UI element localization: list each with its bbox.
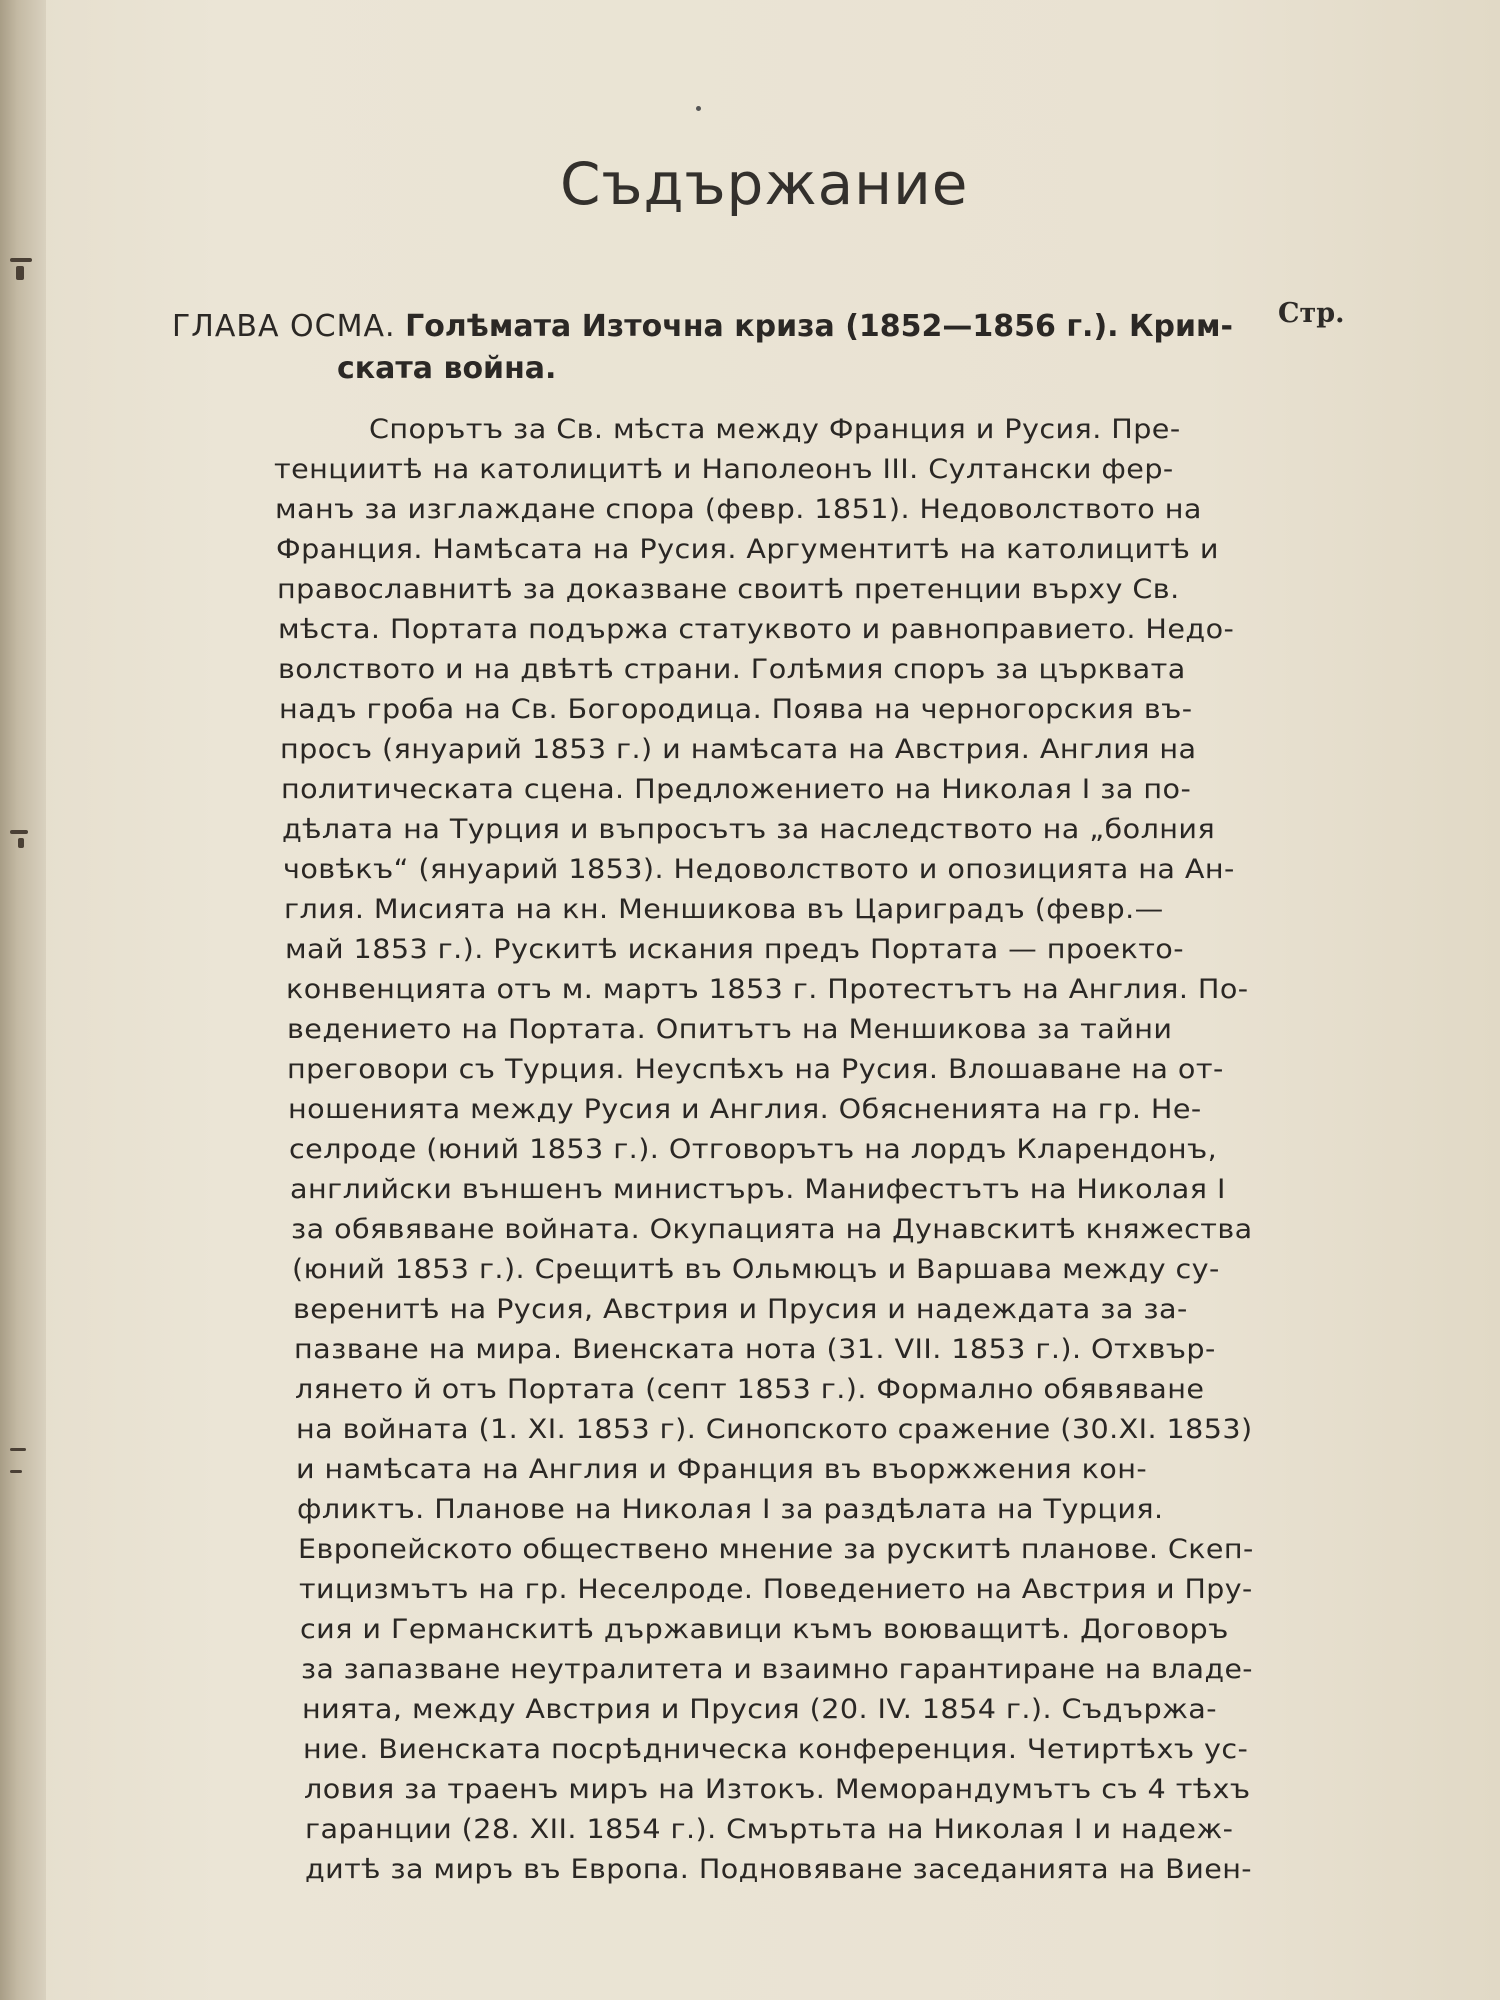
summary-line: и намѣсата на Англия и Франция въ въоржжения кон- [296, 1454, 1148, 1485]
ink-dot [696, 106, 701, 111]
summary-line: надъ гроба на Св. Богородица. Поява на черногорския въ- [279, 694, 1193, 725]
summary-line: лянето й отъ Портата (септ 1853 г.). Формално обявяване [295, 1374, 1205, 1405]
summary-line: човѣкъ“ (януарий 1853). Недоволството и опозицията на Ан- [283, 854, 1235, 885]
chapter-label: ГЛАВА ОСМА. [172, 309, 396, 344]
chapter-title-continuation: ската война. [337, 351, 557, 386]
summary-line: конвенцията отъ м. мартъ 1853 г. Протестътъ на Англия. По- [286, 974, 1249, 1005]
summary-line: мѣста. Портата подържа статуквото и равноправието. Недо- [278, 614, 1235, 645]
summary-line: английски външенъ министъръ. Манифестътъ на Николая I [290, 1174, 1226, 1205]
summary-line: веренитѣ на Русия, Австрия и Прусия и надеждата за за- [293, 1294, 1188, 1325]
summary-line: за запазване неутралитета и взаимно гарантиране на владе- [301, 1654, 1253, 1685]
chapter-summary [273, 410, 1273, 1890]
summary-line: нията, между Австрия и Прусия (20. IV. 1854 г.). Съдържа- [302, 1694, 1218, 1725]
summary-line: фликтъ. Планове на Николая I за раздѣлата на Турция. [297, 1494, 1164, 1525]
summary-line: на войната (1. XI. 1853 г). Синопското сражение (30.XI. 1853) [296, 1414, 1253, 1445]
summary-line: тенциитѣ на католицитѣ и Наполеонъ III. Султански фер- [274, 454, 1174, 485]
summary-line: Спорътъ за Св. мѣста между Франция и Русия. Пре- [369, 414, 1181, 445]
page-number-column-label: Стр. [1278, 298, 1345, 329]
summary-line: ведението на Портата. Опитътъ на Меншикова за тайни [287, 1014, 1173, 1045]
summary-line: ловия за траенъ миръ на Изтокъ. Меморандумътъ съ 4 тѣхъ [304, 1774, 1251, 1805]
summary-line: ношенията между Русия и Англия. Обясненията на гр. Не- [288, 1094, 1202, 1125]
summary-line: просъ (януарий 1853 г.) и намѣсата на Австрия. Англия на [280, 734, 1197, 765]
summary-line: дитѣ за миръ въ Европа. Подновяване заседанията на Виен- [305, 1854, 1253, 1885]
summary-line: (юний 1853 г.). Срещитѣ въ Ольмюцъ и Варшава между су- [292, 1254, 1220, 1285]
summary-line: православнитѣ за доказване своитѣ претенции върху Св. [277, 574, 1180, 605]
summary-line: май 1853 г.). Рускитѣ искания предъ Портата — проекто- [285, 934, 1185, 965]
summary-line: Европейското обществено мнение за рускитѣ планове. Скеп- [298, 1534, 1254, 1565]
summary-line: гаранции (28. XII. 1854 г.). Смъртьта на Николая I и надеж- [305, 1814, 1234, 1845]
summary-line: селроде (юний 1853 г.). Отговорътъ на лордъ Кларендонъ, [289, 1134, 1218, 1165]
summary-line: сия и Германскитѣ държавици къмъ воюващитѣ. Договоръ [300, 1614, 1229, 1645]
summary-line: преговори съ Турция. Неуспѣхъ на Русия. Влошаване на от- [287, 1054, 1224, 1085]
summary-line: манъ за изглаждане спора (февр. 1851). Недоволството на [275, 494, 1202, 525]
summary-line: глия. Мисията на кн. Меншикова въ Цариградъ (февр.— [284, 894, 1164, 925]
summary-line: за обявяване войната. Окупацията на Дунавскитѣ княжества [291, 1214, 1253, 1245]
summary-line: дѣлата на Турция и въпросътъ за наследството на „болния [282, 814, 1216, 845]
chapter-heading [172, 306, 1272, 390]
summary-line: тицизмътъ на гр. Неселроде. Поведението на Австрия и Пру- [299, 1574, 1253, 1605]
page-title: Съдържание [560, 150, 969, 218]
summary-line: ние. Виенската посрѣдническа конференция. Четиртѣхъ ус- [303, 1734, 1249, 1765]
page-gutter [0, 0, 46, 2000]
summary-line: пазване на мира. Виенската нота (31. VII. 1853 г.). Отхвър- [294, 1334, 1216, 1365]
summary-line: волството и на двѣтѣ страни. Голѣмия споръ за църквата [278, 654, 1186, 685]
summary-line: политическата сцена. Предложението на Николая I за по- [281, 774, 1192, 805]
chapter-title: Голѣмата Източна криза (1852—1856 г.). Крим- [405, 309, 1233, 344]
summary-line: Франция. Намѣсата на Русия. Аргументитѣ на католицитѣ и [276, 534, 1219, 565]
